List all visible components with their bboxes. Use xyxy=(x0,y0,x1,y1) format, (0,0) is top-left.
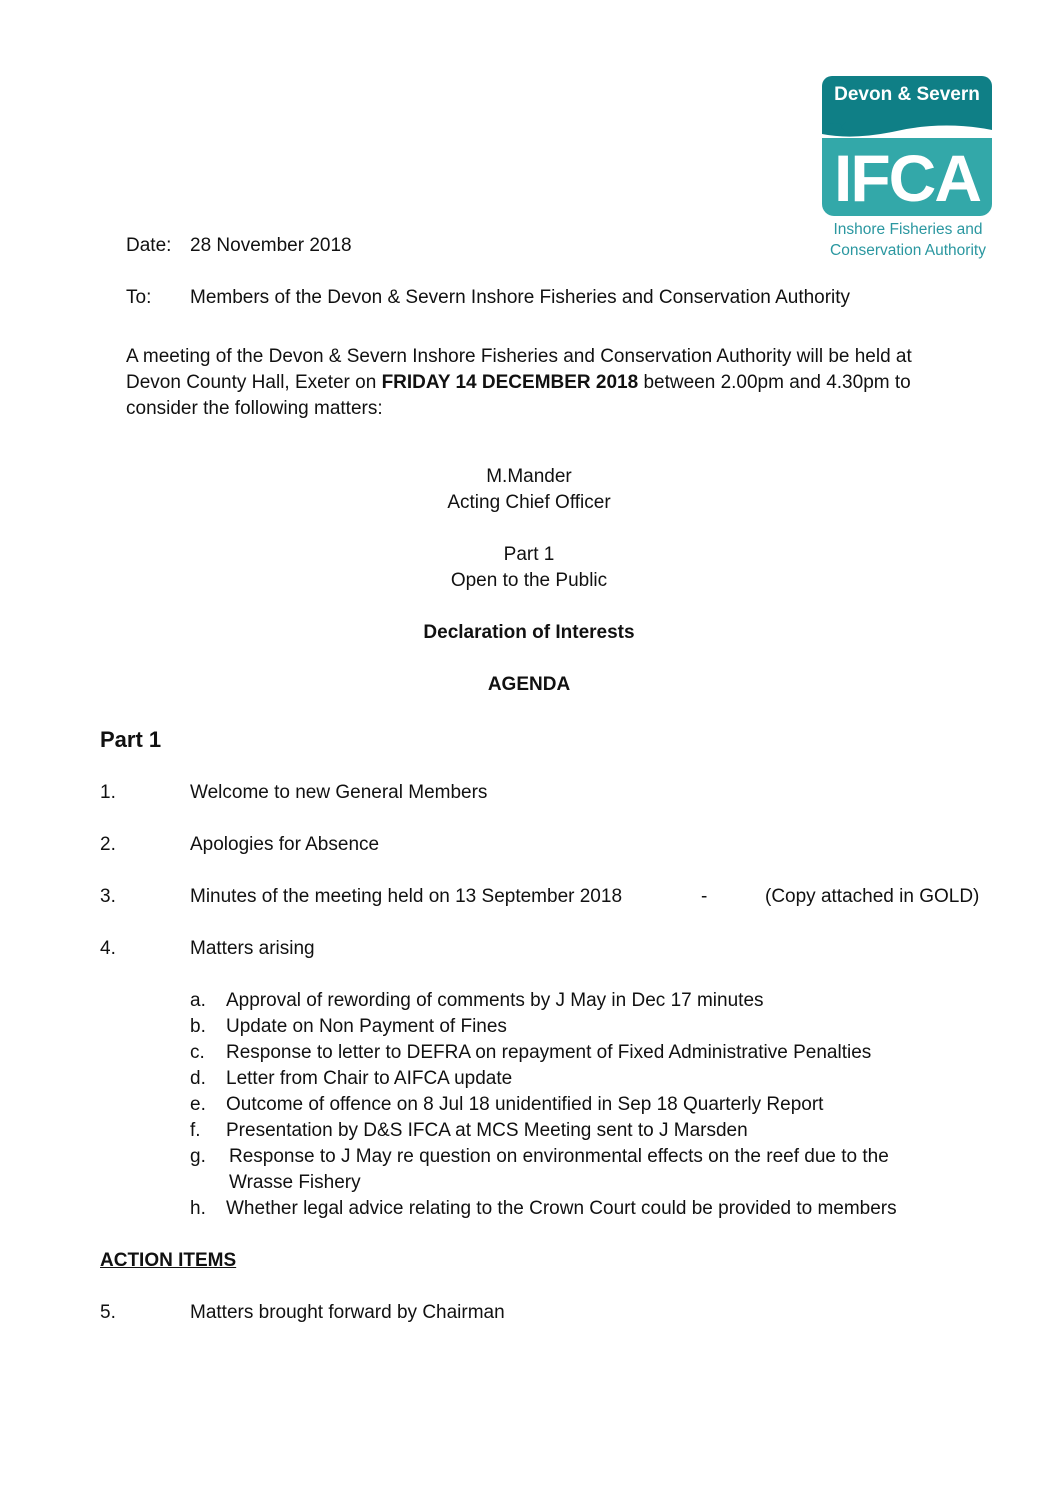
declaration-heading: Declaration of Interests xyxy=(423,622,635,643)
signatory-name: M.Mander xyxy=(486,466,572,487)
fish-icon xyxy=(826,120,846,134)
action-items-heading: ACTION ITEMS xyxy=(100,1250,237,1271)
intro-text-end: between 2.00pm and 4.30pm to consider the following matters: xyxy=(126,372,911,419)
item-note: (Copy attached in GOLD) xyxy=(765,886,980,907)
item-number: 1. xyxy=(100,782,116,803)
item-number: 2. xyxy=(100,834,116,855)
subitem-letter: a. xyxy=(190,990,206,1011)
signatory-title: Acting Chief Officer xyxy=(447,492,611,513)
item-text: Minutes of the meeting held on 13 September 2018 xyxy=(190,886,623,907)
subitem-letter: d. xyxy=(190,1068,206,1089)
meeting-intro-paragraph xyxy=(126,344,946,422)
subitem-text: Presentation by D&S IFCA at MCS Meeting sent to J Marsden xyxy=(226,1120,748,1141)
subitem-text-continued: Wrasse Fishery xyxy=(229,1172,361,1193)
subitem-letter: e. xyxy=(190,1094,206,1115)
subitem-text: Response to J May re question on environmental effects on the reef due to the xyxy=(229,1146,889,1167)
subitem-text: Outcome of offence on 8 Jul 18 unidentified in Sep 18 Quarterly Report xyxy=(226,1094,824,1115)
subitem-text: Approval of rewording of comments by J May in Dec 17 minutes xyxy=(226,990,764,1011)
date-label: Date: xyxy=(126,235,172,256)
item-text: Matters arising xyxy=(190,938,315,959)
item-text: Matters brought forward by Chairman xyxy=(190,1302,505,1323)
part-label: Part 1 xyxy=(503,544,555,565)
date-value: 28 November 2018 xyxy=(190,235,352,256)
logo-sub-line2: Conservation Authority xyxy=(830,242,986,259)
logo-ifca-text: IFCA xyxy=(834,141,980,215)
item-number: 4. xyxy=(100,938,116,959)
item-number: 5. xyxy=(100,1302,116,1323)
subitem-text: Letter from Chair to AIFCA update xyxy=(226,1068,513,1089)
subitem-letter: h. xyxy=(190,1198,206,1219)
to-value: Members of the Devon & Severn Inshore Fisheries and Conservation Authority xyxy=(190,287,851,308)
logo-subtitle xyxy=(822,219,994,261)
item-number: 3. xyxy=(100,886,116,907)
item-dash: - xyxy=(701,886,708,907)
agenda-heading: AGENDA xyxy=(487,674,571,695)
to-label: To: xyxy=(126,287,152,308)
logo-top-text: Devon & Severn xyxy=(834,84,980,105)
meeting-date-bold: FRIDAY 14 DECEMBER 2018 xyxy=(381,372,639,393)
part-1-heading: Part 1 xyxy=(100,727,162,752)
item-text: Apologies for Absence xyxy=(190,834,380,855)
subitem-text: Update on Non Payment of Fines xyxy=(226,1016,507,1037)
subitem-text: Response to letter to DEFRA on repayment of Fixed Administrative Penalties xyxy=(226,1042,872,1063)
subitem-letter: b. xyxy=(190,1016,206,1037)
devon-severn-ifca-logo xyxy=(822,76,992,266)
intro-text-start: A meeting of the Devon & Severn Inshore Fisheries and Conservation Authority will be held at Devon County Hall, Exeter on xyxy=(126,346,912,393)
subitem-text: Whether legal advice relating to the Crown Court could be provided to members xyxy=(226,1198,897,1219)
logo-main-block xyxy=(822,138,992,216)
open-to-public: Open to the Public xyxy=(450,570,608,591)
logo-sub-line1: Inshore Fisheries and xyxy=(833,221,983,238)
subitem-letter: c. xyxy=(190,1042,205,1063)
subitem-letter: f. xyxy=(190,1120,201,1141)
logo-wave-shape xyxy=(822,116,992,140)
subitem-letter: g. xyxy=(190,1146,206,1167)
item-text: Welcome to new General Members xyxy=(190,782,488,803)
